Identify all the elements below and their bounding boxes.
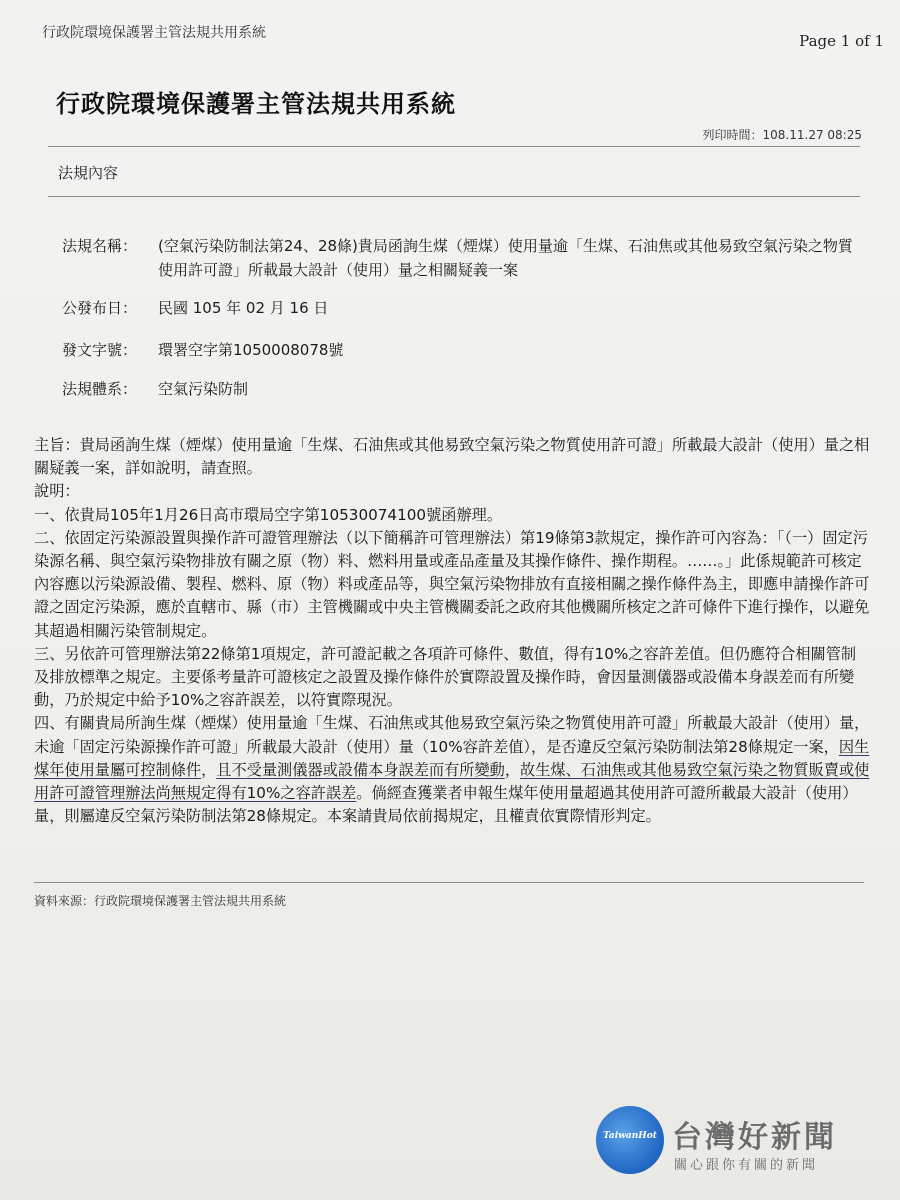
field-key: 法規名稱：: [62, 237, 138, 255]
field-key: 公發布日：: [62, 299, 138, 317]
header-system-name: 行政院環境保護署主管法規共用系統: [42, 25, 266, 41]
logo-badge-text: TaiwanHot: [603, 1131, 657, 1141]
body-text-span: ，: [201, 760, 217, 779]
body-explanation-heading: 說明：: [34, 482, 80, 501]
print-time: 列印時間：108.11.27 08:25: [702, 128, 862, 142]
body-text-span: 四、有關貴局所詢生煤（煙煤）使用量逾「生煤、石油焦或其他易致空氣污染之物質使用許可證」所載最大設計（使用）量，未逾「固定污染源操作許可證」所載最大設計（使用）量（10%容許差值），是否違反空氣污染防制法第28條規定一案，: [34, 714, 870, 756]
watermark-logo: [596, 1106, 886, 1186]
divider: [34, 882, 864, 883]
page-title: 行政院環境保護署主管法規共用系統: [56, 90, 456, 118]
body-subject: 主旨：貴局函詢生煤（煙煤）使用量逾「生煤、石油焦或其他易致空氣污染之物質使用許可證」所載最大設計（使用）量之相關疑義一案，詳如說明，請查照。: [34, 436, 870, 478]
logo-badge: [596, 1106, 664, 1174]
divider: [48, 196, 860, 197]
divider: [48, 146, 860, 147]
logo-slogan: 關心跟你有關的新聞: [674, 1158, 819, 1173]
underlined-text: 且不受量測儀器或設備本身誤差而有所變動: [216, 760, 505, 779]
field-key: 發文字號：: [62, 341, 138, 359]
field-key: 法規體系：: [62, 380, 138, 398]
logo-name: 台灣好新聞: [672, 1120, 837, 1155]
field-value: 空氣污染防制: [158, 380, 249, 398]
underlined-text: 因生煤年使用量屬可控制條件: [34, 737, 870, 779]
field-value: (空氣污染防制法第24、28條)貴局函詢生煤（煙煤）使用量逾「生煤、石油焦或其他易致空氣污染之物質使用許可證」所載最大設計（使用）量之相關疑義一案: [158, 237, 853, 279]
section-label: 法規內容: [58, 164, 119, 182]
data-source: 資料來源：行政院環境保護署主管法規共用系統: [34, 894, 287, 908]
field-value: 民國 105 年 02 月 16 日: [158, 299, 329, 317]
body-item-3: 三、另依許可管理辦法第22條第1項規定，許可證記載之各項許可條件、數值，得有10%之容許差值。但仍應符合相關管制及排放標準之規定。主要係考量許可證核定之設置及操作條件於實際設置及操作時，會因量測儀器或設備本身誤差而有所變動，乃於規定中給予10%之容許誤差，以符實際現況。: [34, 644, 857, 710]
body-text-span: 。倘經查獲業者申報生煤年使用量超過其使用許可證所載最大設計（使用）量，則屬違反空氣污染防制法第28條規定。本案請貴局依前揭規定，且權責依實際情形判定。: [34, 784, 858, 826]
page-number: Page 1 of 1: [799, 32, 884, 50]
body-item-4: [34, 712, 870, 828]
body-item-1: 一、依貴局105年1月26日高市環局空字第10530074100號函辦理。: [34, 505, 503, 524]
body-text-span: ，: [504, 760, 520, 779]
body-item-2: 二、依固定污染源設置與操作許可證管理辦法（以下簡稱許可管理辦法）第19條第3款規定，操作許可內容為：「（一）固定污染源名稱、與空氣污染物排放有關之原（物）料、燃料用量或產品產量及其操作條件、操作期程。……。」此係規範許可核定內容應以污染源設備、製程、燃料、原（物）料或產品等，與空氣污染物排放有直接相關之操作條件為主，即應申請操作許可證之固定污染源，應於直轄市、縣（市）主管機關或中央主管機關委託之政府其他機關所核定之許可條件下進行操作，以避免其超過相關污染管制規定。: [34, 528, 870, 640]
field-value: 環署空字第1050008078號: [158, 341, 344, 359]
underlined-text: 故生煤、石油焦或其他易致空氣污染之物質販賣或使用許可證管理辦法尚無規定得有10%之容許誤差: [34, 760, 870, 803]
document-body: [34, 434, 870, 828]
